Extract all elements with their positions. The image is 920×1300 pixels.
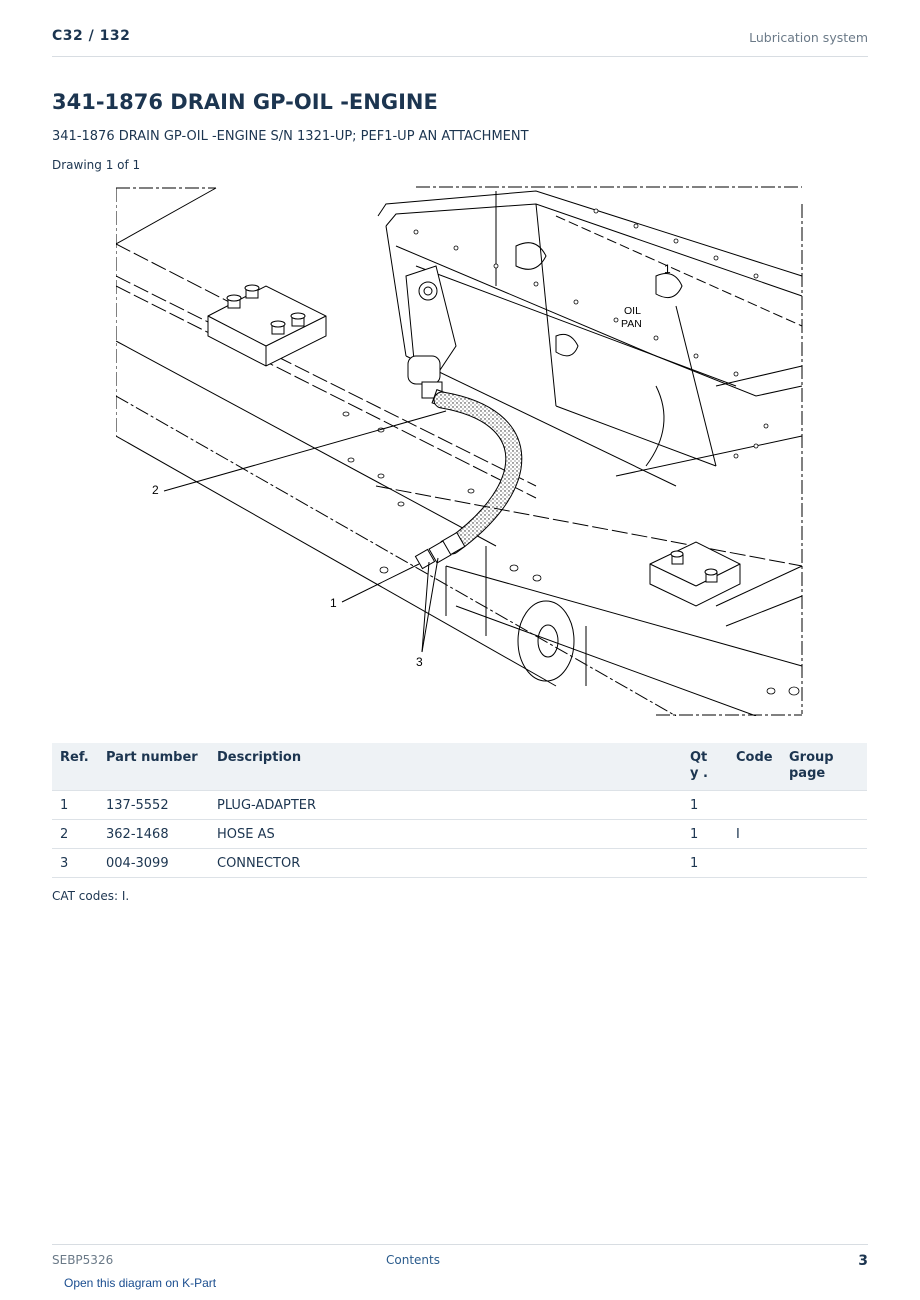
- contents-link[interactable]: Contents: [386, 1253, 440, 1267]
- cell-qty: 1: [682, 820, 728, 849]
- cell-qty: 1: [682, 849, 728, 878]
- cell-part-number: 137-5552: [98, 791, 209, 820]
- header-qty: Qty .: [682, 743, 728, 791]
- cell-description: HOSE AS: [209, 820, 682, 849]
- cell-description: CONNECTOR: [209, 849, 682, 878]
- page-number: 3: [858, 1253, 868, 1269]
- callout-3: 3: [416, 655, 423, 669]
- cell-code: [728, 849, 781, 878]
- cell-group-page: [781, 849, 867, 878]
- header-description: Description: [209, 743, 682, 791]
- table-row: [52, 791, 867, 820]
- cell-part-number: 004-3099: [98, 849, 209, 878]
- table-row: [52, 849, 867, 878]
- oil-pan-label-top: OIL: [624, 305, 641, 317]
- page-header: [52, 28, 868, 57]
- parts-table: [52, 743, 867, 878]
- cell-code: I: [728, 820, 781, 849]
- section-name: Lubrication system: [749, 30, 868, 45]
- cell-qty: 1: [682, 791, 728, 820]
- open-kpart-link[interactable]: Open this diagram on K-Part: [64, 1276, 217, 1290]
- cell-group-page: [781, 820, 867, 849]
- page-title: 341-1876 DRAIN GP-OIL -ENGINE: [52, 90, 438, 114]
- cat-codes-note: CAT codes: I.: [52, 889, 130, 903]
- cell-ref: 3: [52, 849, 98, 878]
- cell-code: [728, 791, 781, 820]
- cell-group-page: [781, 791, 867, 820]
- cell-ref: 2: [52, 820, 98, 849]
- header-code: Code: [728, 743, 781, 791]
- cell-description: PLUG-ADAPTER: [209, 791, 682, 820]
- header-group-page: Group page: [781, 743, 867, 791]
- cell-part-number: 362-1468: [98, 820, 209, 849]
- cell-ref: 1: [52, 791, 98, 820]
- page-subtitle: 341-1876 DRAIN GP-OIL -ENGINE S/N 1321-UP; PEF1-UP AN ATTACHMENT: [52, 129, 529, 144]
- parts-diagram: [116, 186, 804, 716]
- oil-pan-label-bottom: PAN: [621, 318, 642, 330]
- footer-doc-code: SEBP5326: [52, 1253, 114, 1267]
- drawing-label: Drawing 1 of 1: [52, 158, 141, 172]
- table-row: [52, 820, 867, 849]
- header-part-number: Part number: [98, 743, 209, 791]
- callout-2: 2: [152, 483, 159, 497]
- table-header-row: [52, 743, 867, 791]
- document-id: C32 / 132: [52, 28, 131, 44]
- callout-1: 1: [330, 596, 337, 610]
- page-footer: [52, 1244, 868, 1275]
- inset-marker: 1: [664, 262, 671, 276]
- header-ref: Ref.: [52, 743, 98, 791]
